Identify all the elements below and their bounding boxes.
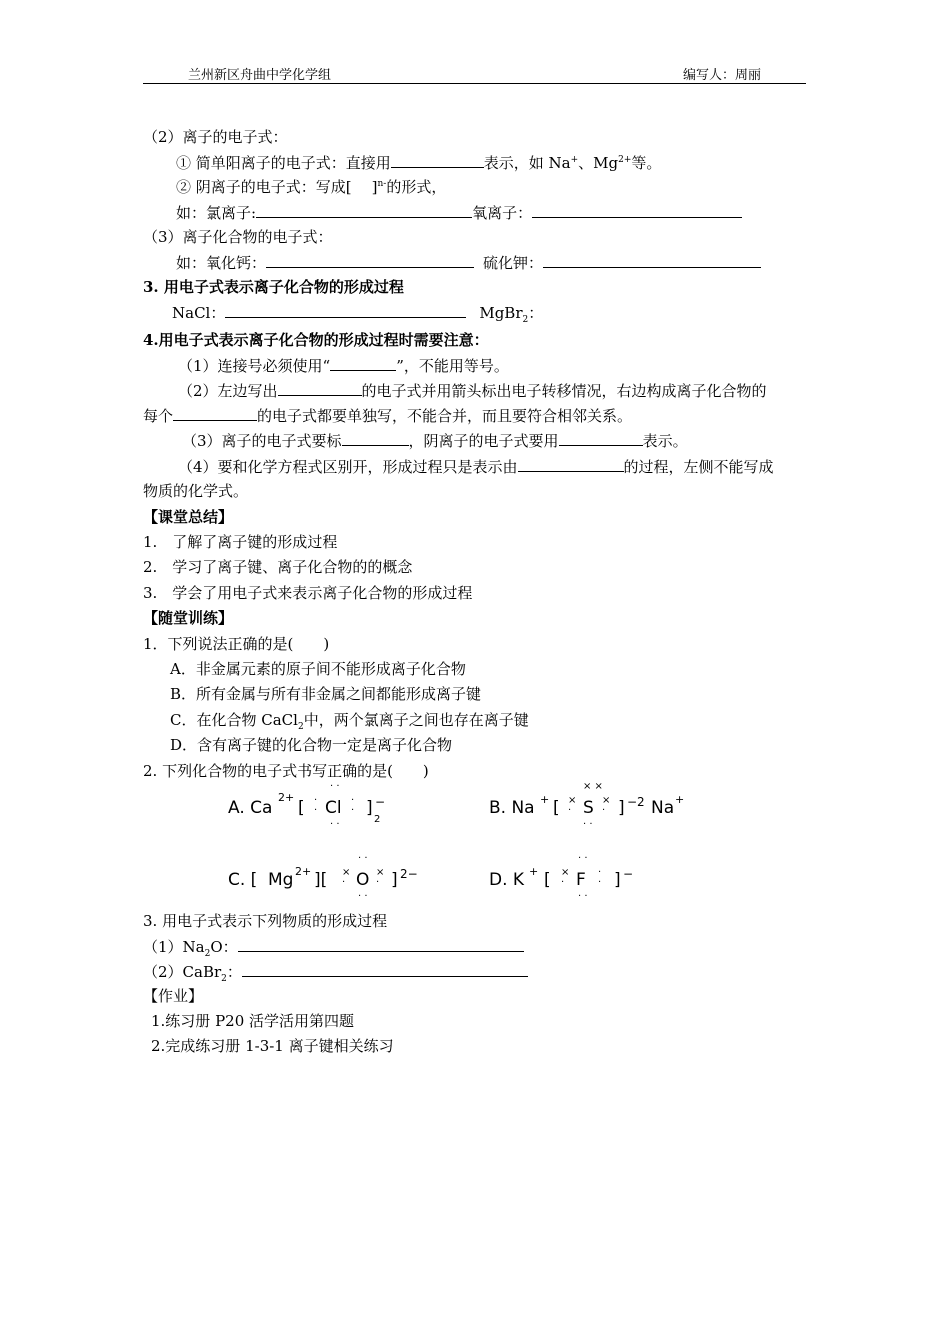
header-rule	[143, 83, 806, 84]
q1-option-a: A．非金属元素的原子间不能形成离子化合物	[170, 660, 466, 678]
p4-item4: （4）要和化学方程式区别开，形成过程只是表示由 的过程，左侧不能写成	[178, 458, 774, 476]
p4-title: 4.用电子式表示离子化合物的形成过程时需要注意：	[143, 331, 489, 349]
summary-title: 【课堂总结】	[143, 508, 234, 526]
summary-item: 2. 学习了离子键、离子化合物的的概念	[143, 558, 413, 576]
q3-item2: （2）CaBr$_2$：	[143, 961, 528, 982]
header-left: 兰州新区舟曲中学化学组	[188, 68, 332, 83]
question-2: 2. 下列化合物的电子式书写正确的是( )	[143, 762, 429, 780]
p4-item3: （3）离子的电子式要标 ，阴离子的电子式要用 表示。	[182, 432, 688, 450]
s2-line3: 如：氯离子: 氧离子：	[176, 202, 742, 223]
header-right: 编写人：周丽	[683, 68, 762, 83]
summary-item: 1. 了解了离子键的形成过程	[143, 533, 338, 551]
homework-title: 【作业】	[143, 987, 204, 1005]
p4-item4b: 物质的化学式。	[143, 482, 249, 500]
p3-title: 3. 用电子式表示离子化合物的形成过程	[143, 278, 404, 296]
s3-title: （3）离子化合物的电子式：	[143, 228, 333, 246]
s2-line2: ② 阴离子的电子式：写成[ ]$^{n-}$的形式，	[176, 178, 447, 196]
s2-line1: ① 简单阳离子的电子式：直接用 表示，如 Na+、$Mg^{2+}$等。	[176, 154, 662, 172]
q1-option-b: B．所有金属与所有非金属之间都能形成离子键	[170, 685, 482, 703]
homework-item: 2.完成练习册 1-3-1 离子键相关练习	[151, 1037, 394, 1055]
summary-item: 3. 学会了用电子式来表示离子化合物的形成过程	[143, 584, 473, 602]
practice-title: 【随堂训练】	[143, 609, 234, 627]
p4-item2: （2）左边写出 的电子式并用箭头标出电子转移情况，右边构成离子化合物的	[178, 382, 767, 400]
q1-option-d: D．含有离子键的化合物一定是离子化合物	[170, 736, 453, 754]
q3-item1: $(1)Na_2O$：	[143, 936, 524, 957]
s3-line1: 如：氧化钙： 硫化钾：	[176, 252, 761, 273]
q1-option-c: C．在化合物 CaCl$_2$中，两个氯离子之间也存在离子键	[170, 711, 529, 732]
question-3: 3. 用电子式表示下列物质的形成过程	[143, 912, 388, 930]
s2-title: （2）离子的电子式：	[143, 128, 288, 146]
homework-item: 1.练习册 P20 活学活用第四题	[151, 1012, 355, 1030]
question-1: 1．下列说法正确的是( )	[143, 635, 330, 653]
p4-item1: （1）连接号必须使用“ ”，不能用等号。	[178, 357, 509, 375]
p3-line: NaCl： MgBr$_2$：	[172, 304, 544, 325]
p4-item2b: 每个 的电子式都要单独写，不能合并，而且要符合相邻关系。	[143, 407, 633, 425]
